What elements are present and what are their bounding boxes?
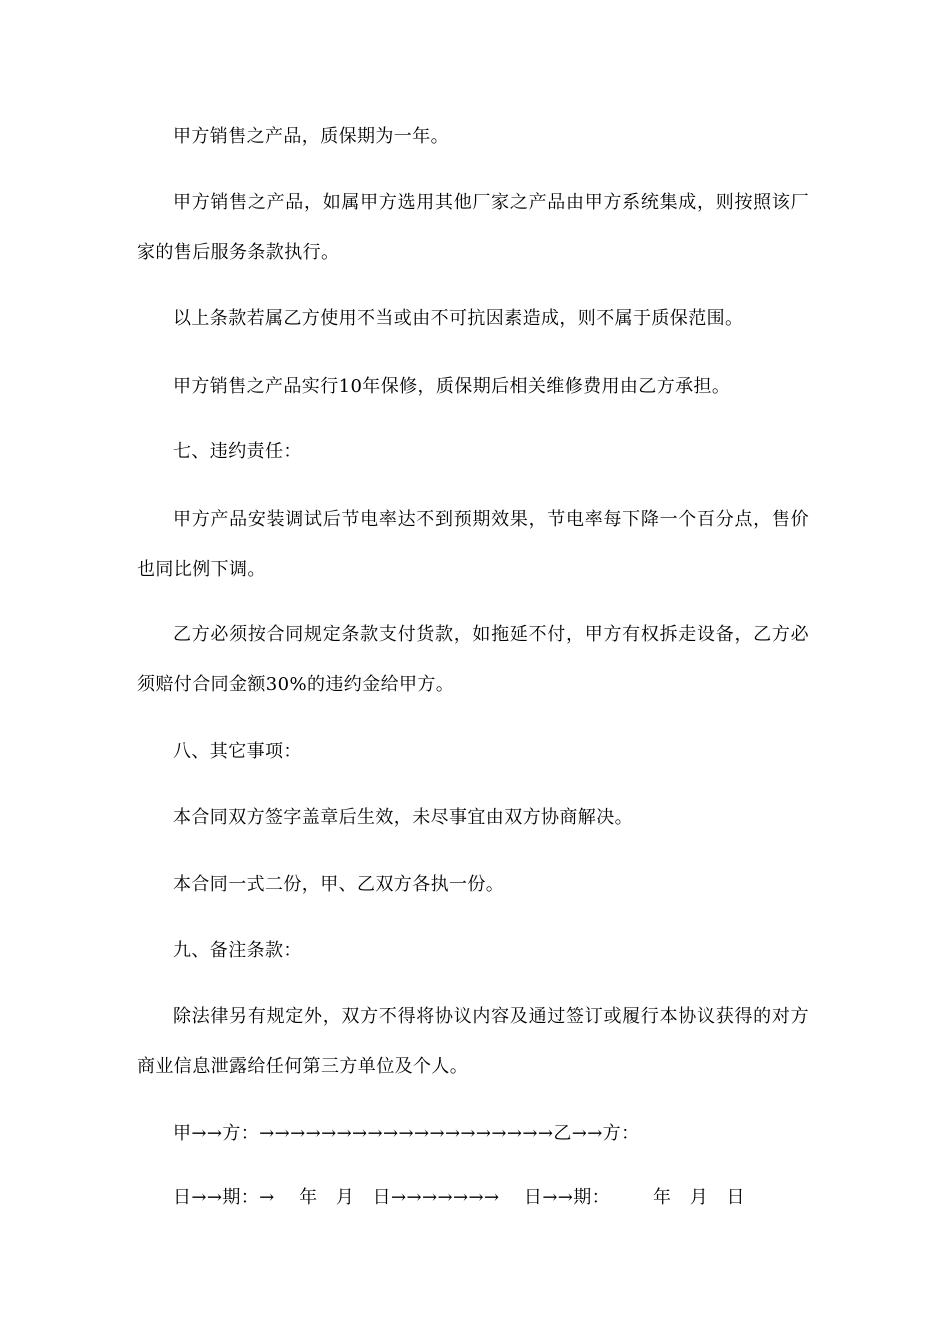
paragraph-ten-year-warranty: 甲方销售之产品实行10年保修，质保期后相关维修费用由乙方承担。 bbox=[173, 376, 731, 397]
section-heading-other-matters: 八、其它事项： bbox=[173, 741, 302, 762]
paragraph-energy-saving-rate: 甲方产品安装调试后节电率达不到预期效果，节电率每下降一个百分点，售价也同比例下调。 bbox=[137, 509, 809, 580]
section-heading-breach-liability: 七、违约责任： bbox=[173, 441, 302, 462]
paragraph-contract-effective: 本合同双方签字盖章后生效，未尽事宜由双方协商解决。 bbox=[173, 807, 633, 828]
section-heading-remarks: 九、备注条款： bbox=[173, 940, 302, 961]
paragraph-payment-default: 乙方必须按合同规定条款支付货款，如拖延不付，甲方有权拆走设备，乙方必须赔付合同金额30%的违约金给甲方。 bbox=[137, 624, 809, 695]
signature-date-line: 日→→期：→ 年 月 日→→→→→→→ 日→→期： 年 月 日 bbox=[173, 1187, 745, 1208]
paragraph-contract-copies: 本合同一式二份，甲、乙双方各执一份。 bbox=[173, 874, 505, 895]
paragraph-third-party-products: 甲方销售之产品，如属甲方选用其他厂家之产品由甲方系统集成，则按照该厂家的售后服务条款执行。 bbox=[137, 192, 809, 263]
signature-party-line: 甲→→方：→→→→→→→→→→→→→→→→→→→乙→→方： bbox=[173, 1123, 640, 1144]
paragraph-warranty-exclusion: 以上条款若属乙方使用不当或由不可抗因素造成，则不属于质保范围。 bbox=[173, 308, 744, 329]
paragraph-confidentiality: 除法律另有规定外，双方不得将协议内容及通过签订或履行本协议获得的对方商业信息泄露给任何第三方单位及个人。 bbox=[137, 1006, 809, 1077]
paragraph-warranty-period: 甲方销售之产品，质保期为一年。 bbox=[173, 126, 449, 147]
